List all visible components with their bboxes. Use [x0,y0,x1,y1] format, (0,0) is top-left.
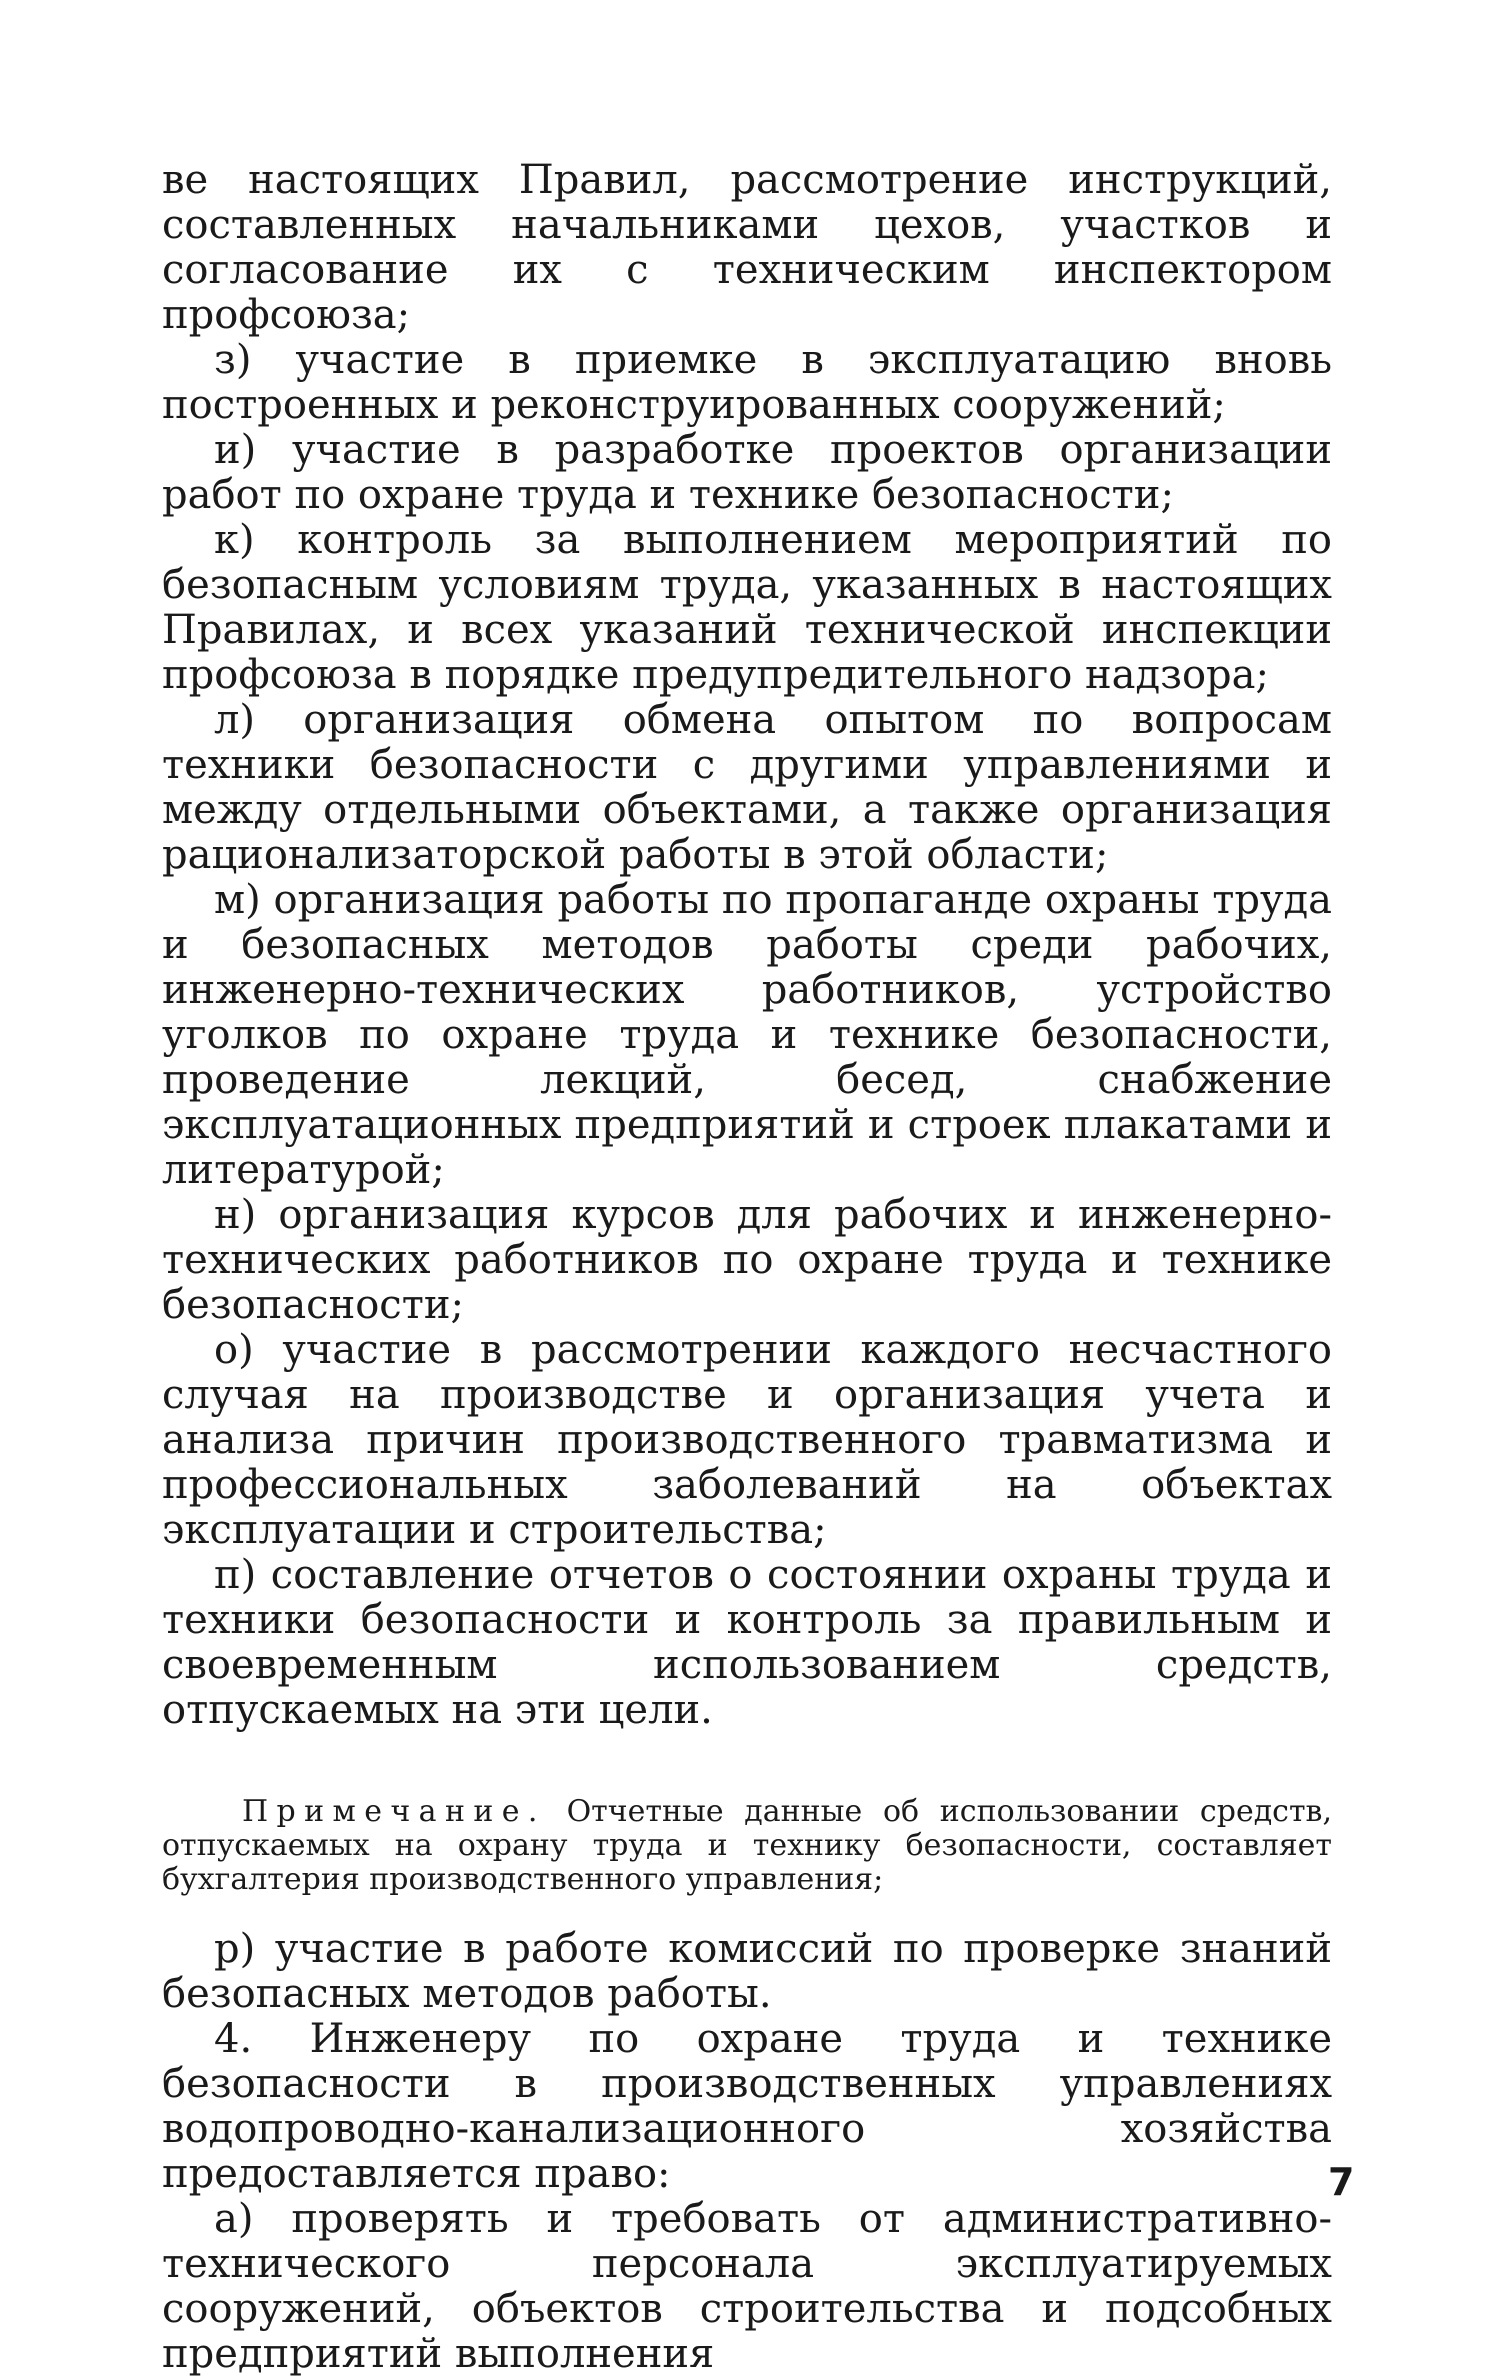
list-item-p: п) составление отчетов о состоянии охраны труда и техники безопасности и контроль за правильным и своевременным использованием средств, отпускаемых на эти цели. [162,1552,1332,1733]
note-text: Отчетные данные об использовании средств, отпускаемых на охрану труда и технику безопасности, составляет бухгалтерия производственного управления; [162,1794,1332,1897]
document-page [162,158,1332,2377]
list-item-m: м) организация работы по пропаганде охраны труда и безопасных методов работы среди рабочих, инженерно-технических работников, устройство уголков по охране труда и технике безопасности, проведение лекций, бесед, снабжение эксплуатационных предприятий и строек плакатами и литературой; [162,877,1332,1193]
paragraph-continuation: ве настоящих Правил, рассмотрение инструкций, составленных начальниками цехов, участков и согласование их с техническим инспектором профсоюза; [162,157,1332,338]
list-item-i: и) участие в разработке проектов организации работ по охране труда и технике безопасности; [162,427,1332,518]
list-item-a: а) проверять и требовать от административно-технического персонала эксплуатируемых сооружений, объектов строительства и подсобных предприятий выполнения [162,2196,1332,2377]
list-item-r: р) участие в работе комиссий по проверке знаний безопасных методов работы. [162,1926,1332,2017]
note-block [162,1795,1332,1897]
page-number: 7 [1328,2160,1355,2204]
text-block-bottom [162,1927,1332,2377]
list-item-n: н) организация курсов для рабочих и инженерно-технических работников по охране труда и технике безопасности; [162,1192,1332,1328]
list-item-o: о) участие в рассмотрении каждого несчастного случая на производстве и организация учета и анализа причин производственного травматизма и профессиональных заболеваний на объектах эксплуатации и строительства; [162,1327,1332,1553]
list-item-l: л) организация обмена опытом по вопросам техники безопасности с другими управлениями и между отдельными объектами, а также организация рационализаторской работы в этой области; [162,697,1332,878]
list-item-k: к) контроль за выполнением мероприятий по безопасным условиям труда, указанных в настоящих Правилах, и всех указаний технической инспекции профсоюза в порядке предупредительного надзора; [162,517,1332,698]
note-label: Примечание. [242,1794,546,1829]
section-4-paragraph: 4. Инженеру по охране труда и технике безопасности в производственных управлениях водопроводно-канализационного хозяйства предоставляется право: [162,2016,1332,2197]
text-block-top [162,158,1332,1733]
list-item-z: з) участие в приемке в эксплуатацию вновь построенных и реконструированных сооружений; [162,337,1332,428]
